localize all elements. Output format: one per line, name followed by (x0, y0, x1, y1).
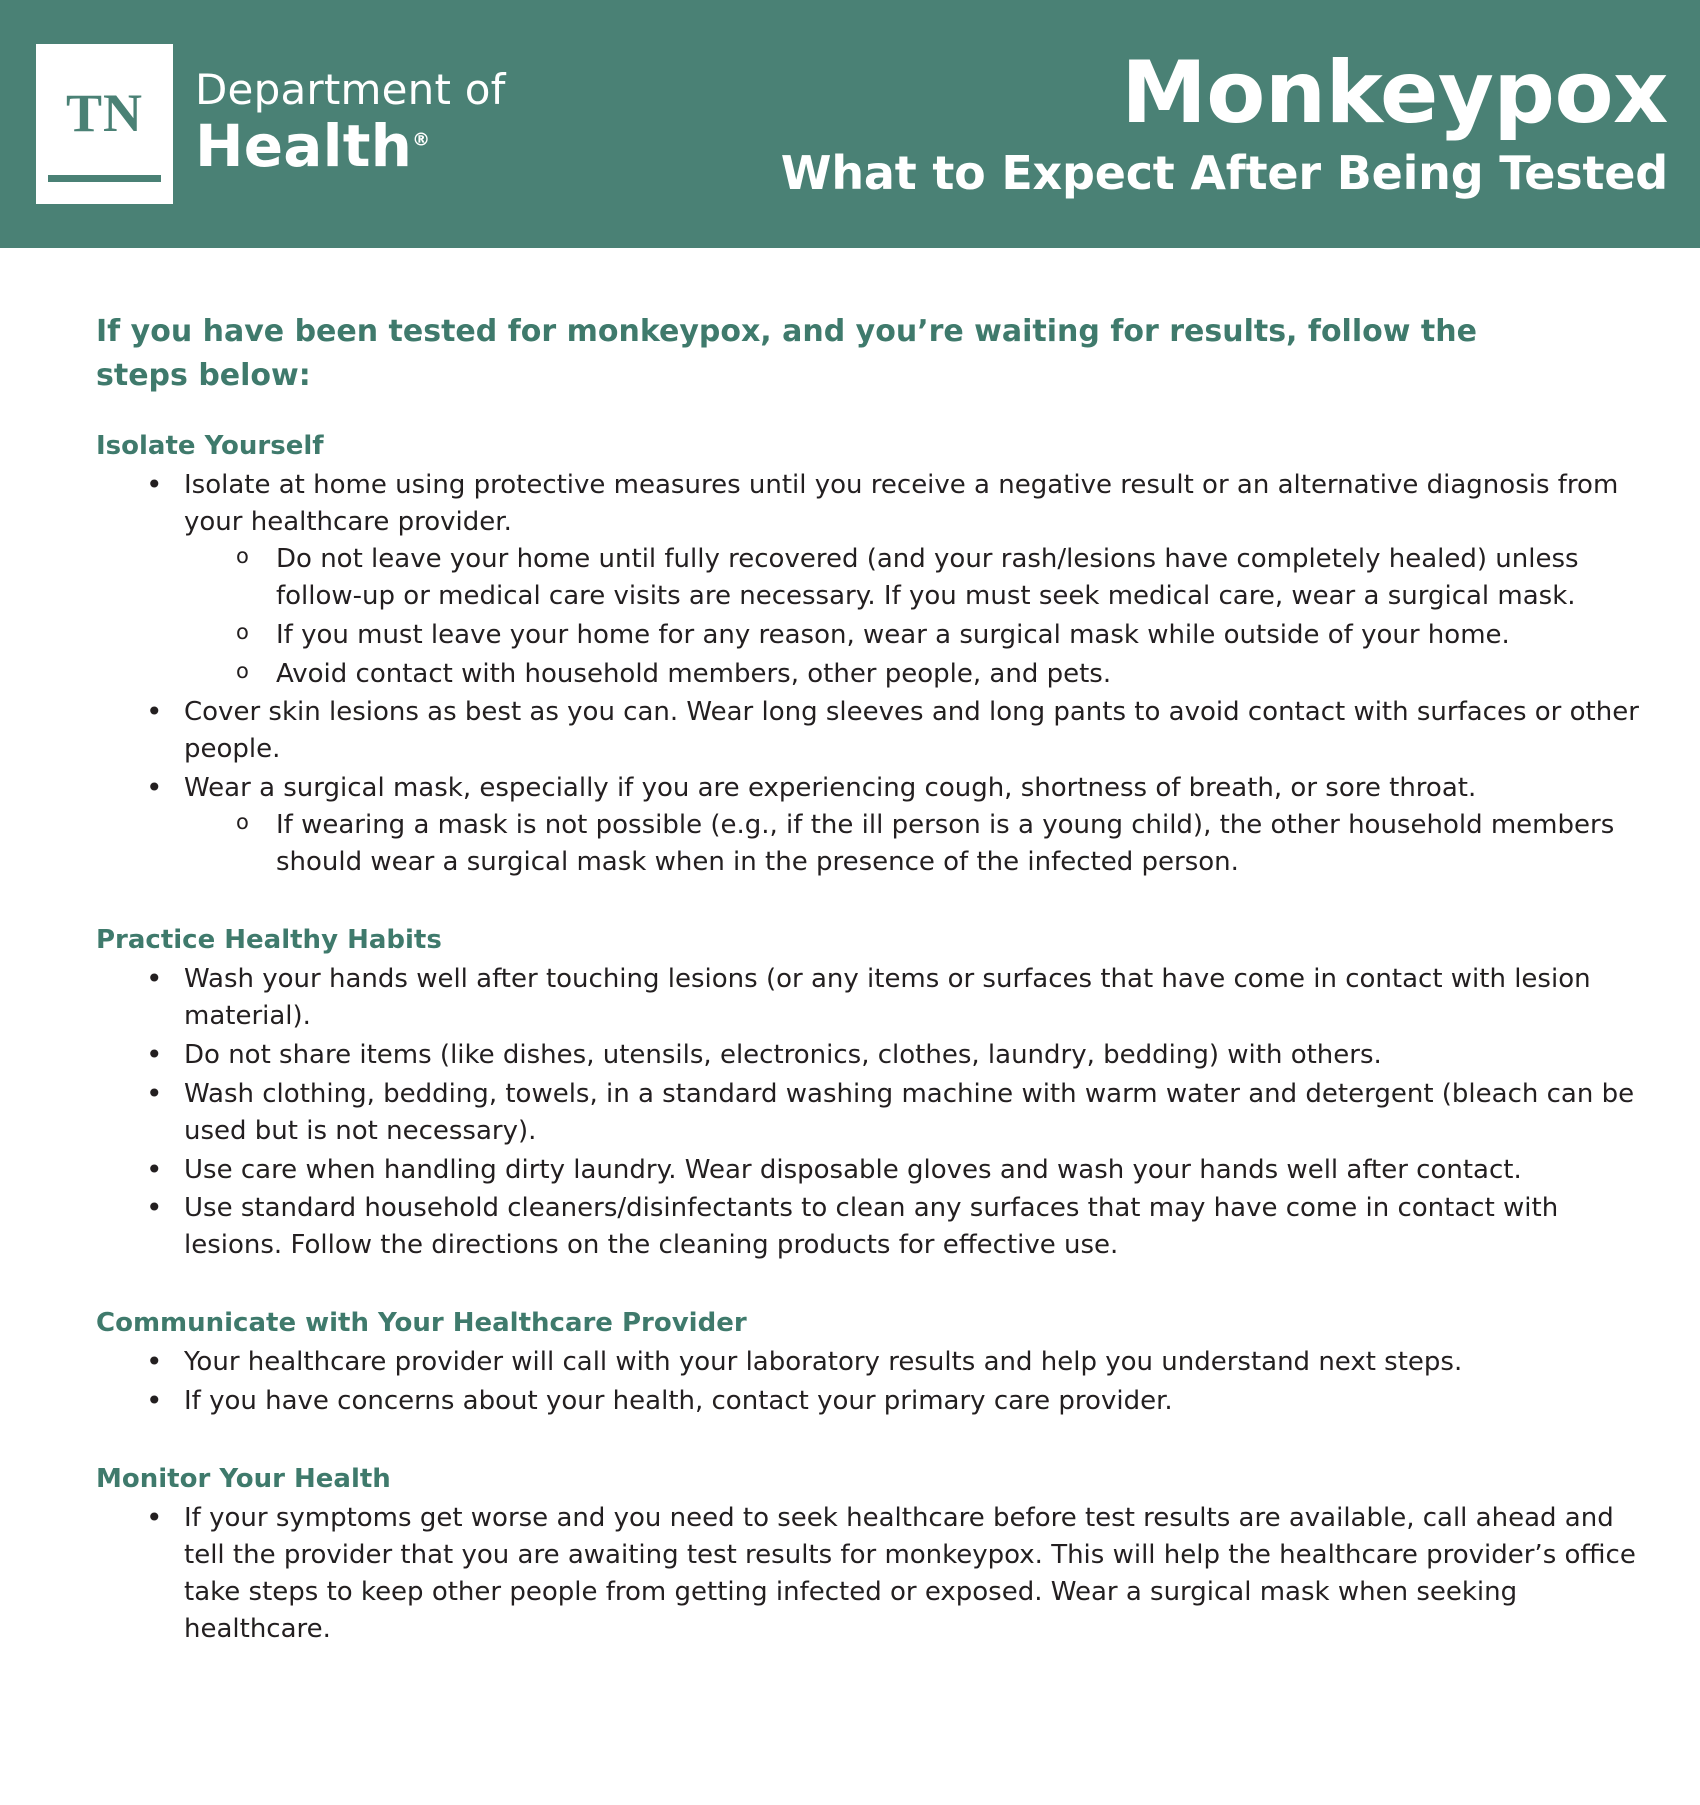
document-section (96, 431, 1660, 881)
list-item-text: • Your healthcare provider will call with your laboratory results and help you understand next steps. (184, 1347, 1463, 1378)
department-wordmark (195, 65, 506, 180)
list-item (140, 694, 1660, 768)
health-label (195, 112, 506, 180)
section-heading: Communicate with Your Healthcare Provider (96, 1308, 747, 1339)
header-title-block (780, 42, 1678, 200)
sub-bullet-list (184, 807, 1660, 881)
bullet-list (96, 1344, 1660, 1420)
sections-container (96, 431, 1660, 1692)
section-heading: Practice Healthy Habits (96, 924, 442, 955)
section-spacer (96, 1294, 1660, 1308)
list-item (140, 1344, 1660, 1381)
list-item (140, 1037, 1660, 1074)
lead-paragraph: If you have been tested for monkeypox, and you’re waiting for results, follow the steps below: (96, 314, 1477, 393)
page-subtitle: What to Expect After Being Tested (780, 145, 1668, 200)
section-spacer (96, 911, 1660, 925)
list-item (140, 1076, 1660, 1150)
sub-list-item: o Avoid contact with household members, other people, and pets. (228, 656, 1660, 693)
section-heading: Isolate Yourself (96, 431, 324, 461)
tn-logo-initials: TN (65, 83, 143, 143)
list-item-text: • If you have concerns about your health, contact your primary care provider. (184, 1386, 1173, 1417)
list-item-text: • Do not share items (like dishes, utensils, electronics, clothes, laundry, bedding) with others. (184, 1039, 1382, 1070)
list-item (140, 467, 1660, 692)
list-item-text: • Wear a surgical mask, especially if you are experiencing cough, shortness of breath, or sore throat. (184, 773, 1477, 804)
list-item (140, 961, 1660, 1035)
list-item (140, 770, 1660, 881)
list-item-text: • Wash clothing, bedding, towels, in a standard washing machine with warm water and detergent (bleach can be used but is not necessary). (184, 1078, 1635, 1146)
bullet-list (96, 961, 1660, 1264)
sub-list-item: o Do not leave your home until fully recovered (and your rash/lesions have completely healed) unless follow-up or medical care visits are necessary. If you must seek medical care, wear a surgical mask. (228, 541, 1660, 615)
tn-health-logo (36, 44, 506, 204)
list-item-text: • Use standard household cleaners/disinfectants to clean any surfaces that may have come in contact with lesions. Follow the directions on the cleaning products for effective use. (184, 1193, 1559, 1261)
list-item (140, 1383, 1660, 1420)
list-item-text: • Use care when handling dirty laundry. Wear disposable gloves and wash your hands well after contact. (184, 1154, 1522, 1185)
bullet-list (96, 1500, 1660, 1648)
list-item-text: • Cover skin lesions as best as you can. Wear long sleeves and long pants to avoid contact with surfaces or other people. (184, 697, 1639, 765)
header-banner (0, 0, 1700, 248)
tn-logo-mark (36, 44, 173, 204)
registered-trademark-icon: ® (412, 129, 431, 151)
document-content (0, 248, 1700, 1732)
list-item (140, 1152, 1660, 1189)
document-section (96, 925, 1660, 1264)
list-item-text: • Isolate at home using protective measures until you receive a negative result or an alternative diagnosis from your healthcare provider. (184, 470, 1619, 537)
list-item-text: • Wash your hands well after touching lesions (or any items or surfaces that have come in contact with lesion material). (184, 963, 1591, 1031)
list-item (140, 1190, 1660, 1264)
sub-list-item: o If wearing a mask is not possible (e.g., if the ill person is a young child), the other household members should wear a surgical mask when in the presence of the infected person. (228, 807, 1660, 881)
sub-list-item: o If you must leave your home for any reason, wear a surgical mask while outside of your home. (228, 617, 1660, 654)
section-heading: Monitor Your Health (96, 1464, 391, 1495)
document-section (96, 1308, 1660, 1420)
section-spacer (96, 1678, 1660, 1692)
bullet-list (96, 467, 1660, 881)
document-section (96, 1464, 1660, 1648)
department-label: Department of (195, 65, 506, 114)
health-word: Health (195, 112, 413, 180)
tn-logo-underline (48, 175, 161, 182)
page-title: Monkeypox (1121, 42, 1668, 143)
list-item-text: • If your symptoms get worse and you need to seek healthcare before test results are available, call ahead and tell the provider that you are awaiting test results for monkeypox. This will help the healthcare provider’s office take steps to keep other people from getting infected or exposed. Wear a surgical mask when seeking healthcare. (184, 1503, 1636, 1644)
sub-bullet-list (184, 541, 1660, 693)
section-spacer (96, 1450, 1660, 1464)
list-item (140, 1500, 1660, 1648)
